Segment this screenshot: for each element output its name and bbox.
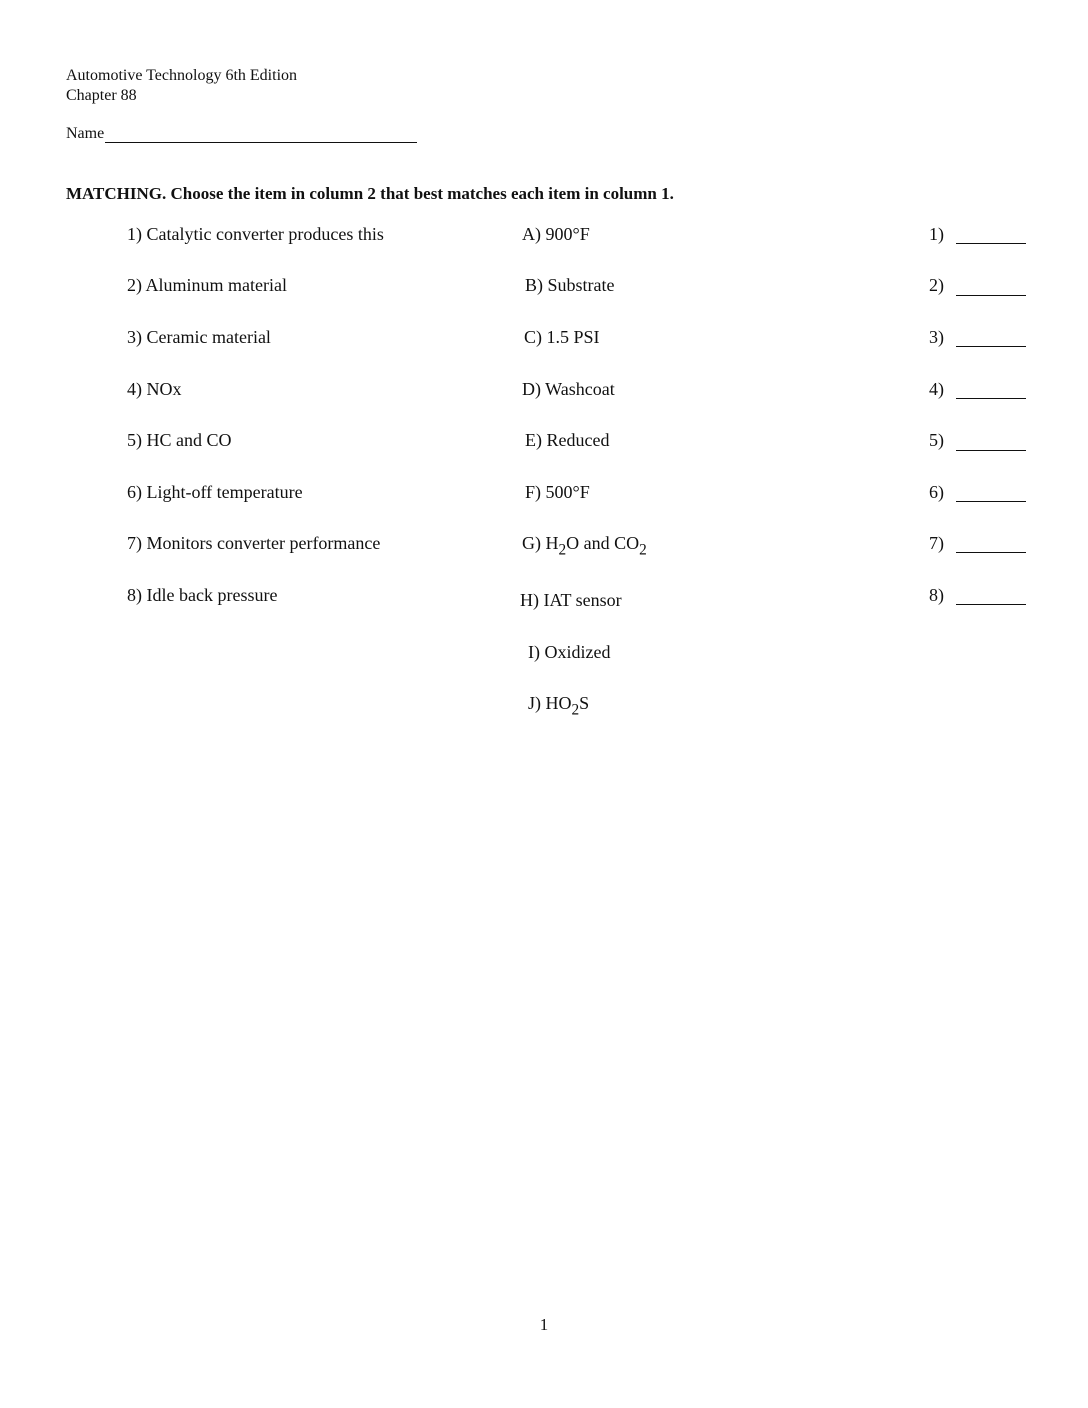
chapter-label: Chapter 88 <box>66 87 137 104</box>
book-title: Automotive Technology 6th Edition <box>66 67 298 84</box>
column2-item-h: H) IAT sensor <box>520 590 622 610</box>
column1-item-3: 3) Ceramic material <box>127 327 271 347</box>
answer-blank-4[interactable] <box>956 398 1026 399</box>
column1-item-6: 6) Light-off temperature <box>127 482 303 502</box>
answer-blank-8[interactable] <box>956 604 1026 605</box>
column2-item-f: F) 500°F <box>525 482 590 502</box>
subscript-2: 2 <box>639 541 647 559</box>
answer-number-7: 7) <box>929 533 944 553</box>
subscript-2: 2 <box>571 701 580 719</box>
column2-item-a: A) 900°F <box>522 224 590 244</box>
column2-item-j <box>528 693 590 719</box>
answer-number-1: 1) <box>929 224 944 244</box>
instructions: MATCHING. Choose the item in column 2 that best matches each item in column 1. <box>66 184 674 203</box>
column2-item-j-part2: S <box>579 693 590 713</box>
answer-number-5: 5) <box>929 430 944 450</box>
column1-item-8: 8) Idle back pressure <box>127 585 278 605</box>
answer-number-8: 8) <box>929 585 944 605</box>
column1-item-5: 5) HC and CO <box>127 430 232 450</box>
answer-blank-5[interactable] <box>956 450 1026 451</box>
column2-item-e: E) Reduced <box>525 430 610 450</box>
column2-item-g <box>522 533 647 559</box>
column1-item-1: 1) Catalytic converter produces this <box>127 224 384 244</box>
column2-item-g-part2: O and CO <box>566 533 640 553</box>
answer-blank-1[interactable] <box>956 243 1026 244</box>
answer-blank-2[interactable] <box>956 295 1026 296</box>
column2-item-d: D) Washcoat <box>522 379 615 399</box>
column2-item-j-part1: J) HO <box>528 693 572 713</box>
column2-item-g-part1: G) H <box>522 533 559 553</box>
answer-blank-6[interactable] <box>956 501 1026 502</box>
column1-item-7: 7) Monitors converter performance <box>127 533 381 553</box>
column1-item-4: 4) NOx <box>127 379 182 399</box>
answer-number-2: 2) <box>929 275 944 295</box>
name-row <box>66 124 417 143</box>
subscript-2: 2 <box>558 541 567 559</box>
answer-number-3: 3) <box>929 327 944 347</box>
answer-blank-3[interactable] <box>956 346 1026 347</box>
answer-number-6: 6) <box>929 482 944 502</box>
answer-blank-7[interactable] <box>956 552 1026 553</box>
column2-item-c: C) 1.5 PSI <box>524 327 600 347</box>
page-number: 1 <box>539 1315 549 1334</box>
name-blank-line[interactable] <box>105 124 417 143</box>
answer-number-4: 4) <box>929 379 944 399</box>
column2-item-b: B) Substrate <box>525 275 615 295</box>
name-label: Name <box>66 125 105 142</box>
column1-item-2: 2) Aluminum material <box>127 275 287 295</box>
column2-item-i: I) Oxidized <box>528 642 611 662</box>
